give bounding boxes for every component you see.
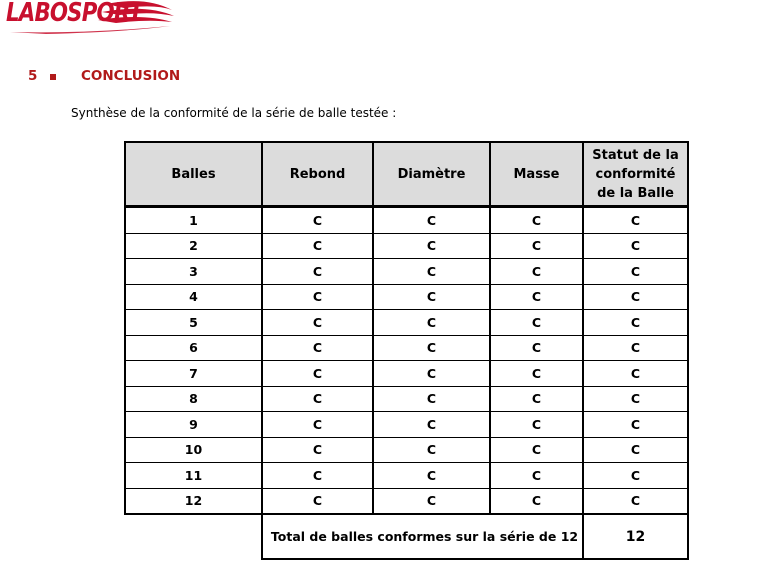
cell-statut: C [583, 259, 688, 285]
cell-rebond: C [262, 463, 373, 489]
header-statut-line-3: de la Balle [597, 185, 674, 201]
cell-statut: C [583, 361, 688, 387]
table-header-row [125, 142, 688, 207]
cell-rebond: C [262, 488, 373, 514]
cell-diametre: C [373, 463, 490, 489]
header-statut [583, 142, 688, 207]
cell-rebond: C [262, 310, 373, 336]
cell-masse: C [490, 463, 583, 489]
cell-rebond: C [262, 412, 373, 438]
cell-statut: C [583, 310, 688, 336]
cell-statut: C [583, 386, 688, 412]
section-number: 5 [28, 68, 38, 84]
cell-diametre: C [373, 335, 490, 361]
cell-masse: C [490, 335, 583, 361]
cell-ball-number: 6 [125, 335, 262, 361]
cell-statut: C [583, 437, 688, 463]
cell-diametre: C [373, 361, 490, 387]
cell-statut: C [583, 233, 688, 259]
cell-rebond: C [262, 259, 373, 285]
cell-diametre: C [373, 310, 490, 336]
cell-rebond: C [262, 361, 373, 387]
cell-ball-number: 5 [125, 310, 262, 336]
cell-diametre: C [373, 259, 490, 285]
table-row [125, 463, 688, 489]
header-statut-line-1: Statut de la [592, 147, 679, 163]
cell-diametre: C [373, 207, 490, 234]
table-row [125, 259, 688, 285]
cell-ball-number: 9 [125, 412, 262, 438]
cell-ball-number: 10 [125, 437, 262, 463]
cell-masse: C [490, 310, 583, 336]
cell-rebond: C [262, 437, 373, 463]
total-value: 12 [583, 514, 688, 559]
cell-ball-number: 4 [125, 284, 262, 310]
cell-statut: C [583, 463, 688, 489]
cell-masse: C [490, 259, 583, 285]
total-row [125, 514, 688, 559]
cell-diametre: C [373, 233, 490, 259]
cell-rebond: C [262, 386, 373, 412]
total-row-spacer [125, 514, 262, 559]
header-masse: Masse [490, 142, 583, 207]
labosport-logo [6, 0, 168, 34]
intro-text: Synthèse de la conformité de la série de balle testée : [71, 106, 397, 120]
header-balles: Balles [125, 142, 262, 207]
cell-ball-number: 2 [125, 233, 262, 259]
table-row [125, 437, 688, 463]
logo-text: LABOSPORT [6, 0, 143, 28]
table-row [125, 361, 688, 387]
section-title: CONCLUSION [81, 68, 181, 84]
cell-ball-number: 11 [125, 463, 262, 489]
cell-masse: C [490, 412, 583, 438]
total-label: Total de balles conformes sur la série de 12 [262, 514, 583, 559]
cell-rebond: C [262, 284, 373, 310]
cell-masse: C [490, 207, 583, 234]
cell-diametre: C [373, 412, 490, 438]
header-statut-line-2: conformité [595, 166, 676, 182]
table-row [125, 488, 688, 514]
table-row [125, 386, 688, 412]
cell-masse: C [490, 284, 583, 310]
square-bullet-icon [50, 74, 56, 80]
table-row [125, 233, 688, 259]
table-row [125, 335, 688, 361]
cell-masse: C [490, 386, 583, 412]
header-rebond: Rebond [262, 142, 373, 207]
cell-statut: C [583, 284, 688, 310]
cell-ball-number: 12 [125, 488, 262, 514]
cell-ball-number: 1 [125, 207, 262, 234]
cell-statut: C [583, 412, 688, 438]
cell-statut: C [583, 488, 688, 514]
header-diametre: Diamètre [373, 142, 490, 207]
cell-masse: C [490, 361, 583, 387]
cell-diametre: C [373, 488, 490, 514]
cell-masse: C [490, 437, 583, 463]
cell-rebond: C [262, 335, 373, 361]
cell-masse: C [490, 233, 583, 259]
table-row [125, 284, 688, 310]
cell-rebond: C [262, 207, 373, 234]
cell-ball-number: 3 [125, 259, 262, 285]
table-row [125, 207, 688, 234]
cell-diametre: C [373, 437, 490, 463]
table-row [125, 310, 688, 336]
cell-diametre: C [373, 386, 490, 412]
table-row [125, 412, 688, 438]
cell-rebond: C [262, 233, 373, 259]
cell-statut: C [583, 335, 688, 361]
conformity-table [124, 141, 689, 560]
cell-ball-number: 8 [125, 386, 262, 412]
cell-ball-number: 7 [125, 361, 262, 387]
cell-diametre: C [373, 284, 490, 310]
cell-masse: C [490, 488, 583, 514]
cell-statut: C [583, 207, 688, 234]
